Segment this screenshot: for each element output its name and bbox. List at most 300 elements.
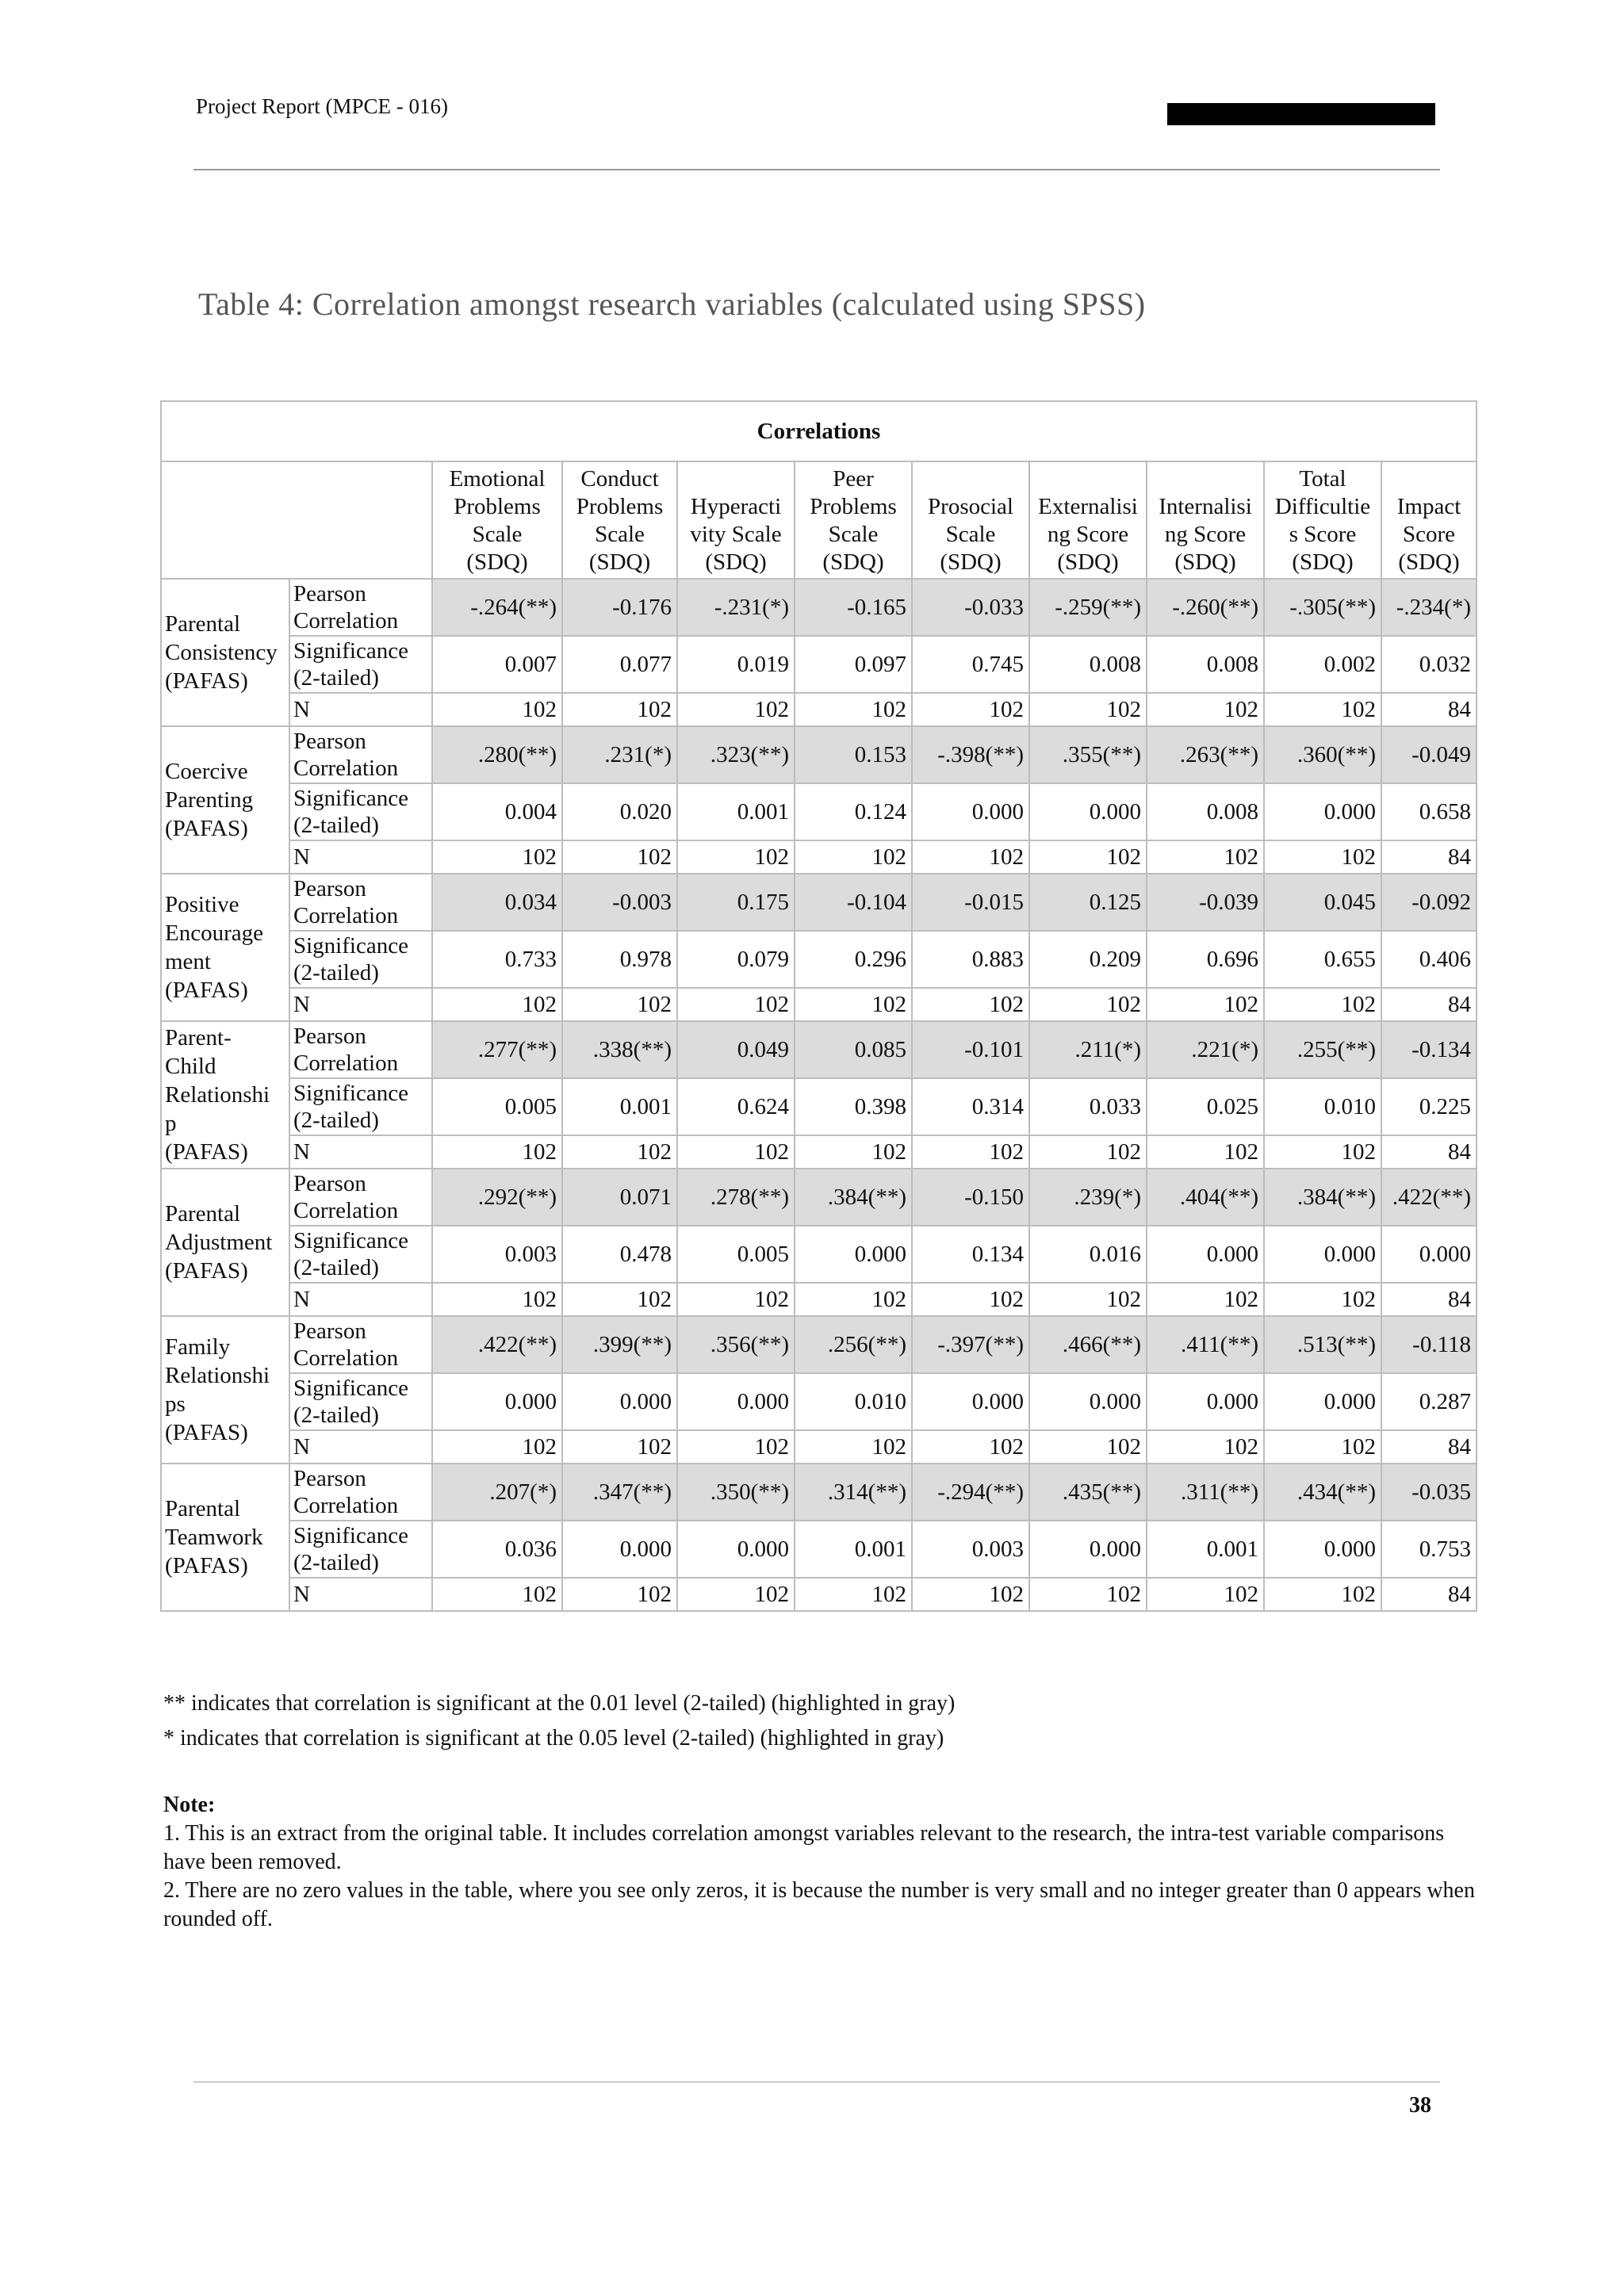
row-group-label-line: Positive: [165, 892, 239, 917]
statistic-label: [289, 1316, 432, 1373]
correlations-table: [160, 400, 1477, 1612]
table-cell: 0.032: [1381, 636, 1477, 693]
table-cell: 102: [1029, 840, 1147, 874]
column-header: [562, 461, 677, 579]
table-cell: 0.000: [1147, 1373, 1264, 1430]
statistic-label-line: Significance: [293, 1523, 408, 1548]
n-row: [161, 1135, 1477, 1169]
table-cell: 102: [1029, 1430, 1147, 1464]
table-cell: 102: [1264, 1135, 1381, 1169]
table-cell: .360(**): [1264, 726, 1381, 783]
column-header-line: Total: [1299, 466, 1346, 492]
table-cell: 0.001: [677, 783, 795, 840]
statistic-label-line: Significance: [293, 786, 408, 811]
statistic-label: [289, 840, 432, 874]
table-cell: 0.000: [1029, 1521, 1147, 1578]
column-header-line: ng Score: [1047, 522, 1129, 547]
table-cell: -.397(**): [912, 1316, 1029, 1373]
table-cell: 0.004: [432, 783, 562, 840]
table-cell: .350(**): [677, 1464, 795, 1521]
table-caption: Correlations: [161, 401, 1477, 461]
column-header-line: Difficultie: [1274, 494, 1371, 519]
row-group-label-line: Relationshi: [165, 1363, 270, 1388]
table-cell: 102: [432, 1430, 562, 1464]
table-cell: .255(**): [1264, 1021, 1381, 1078]
row-group-label: [161, 874, 289, 1021]
table-cell: -.294(**): [912, 1464, 1029, 1521]
table-cell: -0.033: [912, 579, 1029, 636]
statistic-label-line: Correlation: [293, 1050, 399, 1076]
table-cell: 102: [432, 1135, 562, 1169]
column-header-line: Scale: [945, 522, 996, 547]
table-cell: 0.000: [912, 1373, 1029, 1430]
statistic-label-line: Significance: [293, 1081, 408, 1106]
row-group-label-line: Parental: [165, 1496, 241, 1521]
row-group-label: [161, 726, 289, 874]
table-cell: 0.000: [1029, 783, 1147, 840]
significance-row: [161, 1521, 1477, 1578]
table-cell: 0.010: [1264, 1078, 1381, 1135]
table-cell: 0.000: [562, 1521, 677, 1578]
row-group-label-line: ps: [165, 1391, 186, 1417]
column-header-line: (SDQ): [1292, 549, 1354, 575]
significance-row: [161, 931, 1477, 988]
note-line-1: 1. This is an extract from the original table. It includes correlation amongst variables relevant to the research, the intra-test variable comparisons have been removed.: [163, 1821, 1445, 1874]
table-cell: 102: [795, 1430, 912, 1464]
row-group-label-line: Parenting: [165, 787, 254, 813]
statistic-label-line: N: [293, 1287, 310, 1312]
table-cell: 0.000: [1381, 1226, 1477, 1283]
table-cell: 102: [432, 1578, 562, 1611]
table-cell: 102: [562, 840, 677, 874]
table-cell: 0.624: [677, 1078, 795, 1135]
column-header: [912, 461, 1029, 579]
table-cell: 102: [912, 1578, 1029, 1611]
table-cell: 102: [1147, 1430, 1264, 1464]
table-cell: 102: [677, 1430, 795, 1464]
header-project-label: Project Report (MPCE - 016): [196, 94, 448, 118]
table-cell: 102: [562, 1430, 677, 1464]
column-header: [432, 461, 562, 579]
n-row: [161, 840, 1477, 874]
table-cell: .404(**): [1147, 1169, 1264, 1226]
statistic-label: [289, 1226, 432, 1283]
table-cell: 84: [1381, 1578, 1477, 1611]
table-cell: 0.079: [677, 931, 795, 988]
statistic-label-line: (2-tailed): [293, 813, 379, 838]
column-header-line: Scale: [828, 522, 879, 547]
pearson-row: [161, 726, 1477, 783]
table-cell: 102: [1147, 1283, 1264, 1316]
table-cell: 102: [912, 693, 1029, 726]
table-cell: 0.000: [677, 1373, 795, 1430]
table-cell: .338(**): [562, 1021, 677, 1078]
table-cell: 0.071: [562, 1169, 677, 1226]
row-group-label-line: Adjustment: [165, 1230, 273, 1255]
table-cell: 0.000: [562, 1373, 677, 1430]
table-cell: .207(*): [432, 1464, 562, 1521]
table-cell: 0.025: [1147, 1078, 1264, 1135]
table-cell: 0.033: [1029, 1078, 1147, 1135]
row-group-label-line: Coercive: [165, 759, 248, 784]
table-cell: -0.003: [562, 874, 677, 931]
column-header-line: Impact: [1396, 494, 1461, 519]
table-cell: 102: [432, 840, 562, 874]
table-cell: -0.101: [912, 1021, 1029, 1078]
table-cell: 0.008: [1147, 636, 1264, 693]
table-cell: 102: [795, 1283, 912, 1316]
table-cell: .384(**): [1264, 1169, 1381, 1226]
pearson-row: [161, 1464, 1477, 1521]
statistic-label-line: Correlation: [293, 1493, 399, 1518]
statistic-label: [289, 931, 432, 988]
table-cell: 0.398: [795, 1078, 912, 1135]
statistic-label-line: (2-tailed): [293, 1402, 379, 1428]
statistic-label-line: Pearson: [293, 1024, 366, 1049]
column-header-line: (SDQ): [1398, 549, 1460, 575]
row-group-label: [161, 1316, 289, 1464]
table-cell: 102: [1264, 1430, 1381, 1464]
table-cell: 102: [912, 1430, 1029, 1464]
table-cell: 102: [432, 693, 562, 726]
n-row: [161, 693, 1477, 726]
significance-row: [161, 636, 1477, 693]
table-cell: 102: [1029, 693, 1147, 726]
table-cell: 102: [562, 1578, 677, 1611]
table-cell: 102: [1147, 1135, 1264, 1169]
column-header-line: vity Scale: [690, 522, 782, 547]
table-cell: 0.000: [1264, 1226, 1381, 1283]
row-group-label-line: (PAFAS): [165, 1258, 248, 1284]
statistic-label-line: Significance: [293, 1376, 408, 1401]
table-cell: 0.049: [677, 1021, 795, 1078]
table-cell: 0.696: [1147, 931, 1264, 988]
table-cell: 102: [912, 1135, 1029, 1169]
row-group-label-line: p: [165, 1111, 177, 1136]
table-cell: 0.125: [1029, 874, 1147, 931]
table-cell: 0.745: [912, 636, 1029, 693]
column-header-row: [161, 461, 1477, 579]
table-cell: .399(**): [562, 1316, 677, 1373]
statistic-label-line: (2-tailed): [293, 1108, 379, 1133]
table-cell: .277(**): [432, 1021, 562, 1078]
table-cell: 0.008: [1029, 636, 1147, 693]
table-cell: 0.001: [795, 1521, 912, 1578]
table-cell: -0.092: [1381, 874, 1477, 931]
table-cell: 0.000: [1029, 1373, 1147, 1430]
table-cell: 0.658: [1381, 783, 1477, 840]
table-cell: 84: [1381, 840, 1477, 874]
column-header-line: Internalisi: [1159, 494, 1252, 519]
table-cell: 102: [562, 1283, 677, 1316]
table-cell: 84: [1381, 988, 1477, 1021]
table-cell: 0.978: [562, 931, 677, 988]
table-cell: 102: [1264, 1283, 1381, 1316]
row-group-label-line: Relationshi: [165, 1082, 270, 1108]
table-cell: -0.035: [1381, 1464, 1477, 1521]
table-cell: -0.118: [1381, 1316, 1477, 1373]
table-cell: 0.000: [1264, 1521, 1381, 1578]
row-group-label: [161, 579, 289, 726]
footnotes: [163, 1686, 955, 1756]
table-cell: 0.085: [795, 1021, 912, 1078]
column-header: [1381, 461, 1477, 579]
column-header: [1029, 461, 1147, 579]
table-title: Table 4: Correlation amongst research variables (calculated using SPSS): [198, 286, 1146, 322]
table-cell: 102: [562, 693, 677, 726]
table-cell: 0.036: [432, 1521, 562, 1578]
table-cell: -0.039: [1147, 874, 1264, 931]
table-cell: 102: [1264, 840, 1381, 874]
statistic-label: [289, 783, 432, 840]
column-header-line: (SDQ): [466, 549, 528, 575]
statistic-label: [289, 1169, 432, 1226]
table-cell: 84: [1381, 1135, 1477, 1169]
table-cell: .278(**): [677, 1169, 795, 1226]
column-header: [1264, 461, 1381, 579]
row-group-label-line: Encourage: [165, 920, 263, 946]
table-cell: 0.020: [562, 783, 677, 840]
table-cell: -.398(**): [912, 726, 1029, 783]
statistic-label: [289, 1078, 432, 1135]
statistic-label: [289, 874, 432, 931]
table-cell: 102: [1264, 693, 1381, 726]
significance-row: [161, 1373, 1477, 1430]
table-cell: .422(**): [1381, 1169, 1477, 1226]
note-block: [163, 1791, 1480, 1934]
table-cell: 0.000: [1264, 783, 1381, 840]
column-header-line: s Score: [1289, 522, 1357, 547]
table-cell: 0.175: [677, 874, 795, 931]
row-group-label-line: Parental: [165, 1201, 241, 1226]
row-group-label-line: Consistency: [165, 640, 278, 665]
table-cell: 0.296: [795, 931, 912, 988]
table-cell: .311(**): [1147, 1464, 1264, 1521]
table-cell: 0.010: [795, 1373, 912, 1430]
table-cell: 0.883: [912, 931, 1029, 988]
table-cell: 102: [1264, 1578, 1381, 1611]
table-cell: 102: [912, 840, 1029, 874]
significance-row: [161, 1226, 1477, 1283]
table-cell: 0.000: [1147, 1226, 1264, 1283]
column-header-line: Problems: [454, 494, 541, 519]
n-row: [161, 1578, 1477, 1611]
n-row: [161, 1430, 1477, 1464]
statistic-label-line: Pearson: [293, 581, 366, 607]
table-cell: 0.000: [432, 1373, 562, 1430]
statistic-label-line: (2-tailed): [293, 1550, 379, 1575]
table-cell: 0.733: [432, 931, 562, 988]
table-cell: 102: [795, 840, 912, 874]
table-cell: -0.165: [795, 579, 912, 636]
table-cell: 0.225: [1381, 1078, 1477, 1135]
table-cell: -.231(*): [677, 579, 795, 636]
footnote-double-star: ** indicates that correlation is significant at the 0.01 level (2-tailed) (highlighted in gray): [163, 1691, 956, 1716]
table-cell: -0.015: [912, 874, 1029, 931]
statistic-label: [289, 988, 432, 1021]
row-group-label-line: (PAFAS): [165, 668, 248, 694]
table-cell: 102: [432, 988, 562, 1021]
table-cell: -.259(**): [1029, 579, 1147, 636]
redaction-bar: [1167, 103, 1435, 125]
table-cell: 0.045: [1264, 874, 1381, 931]
table-cell: .292(**): [432, 1169, 562, 1226]
statistic-label-line: (2-tailed): [293, 665, 379, 691]
statistic-label-line: Correlation: [293, 608, 399, 633]
significance-row: [161, 783, 1477, 840]
table-cell: 102: [912, 1283, 1029, 1316]
footnote-single-star: * indicates that correlation is significant at the 0.05 level (2-tailed) (highlighted in gray): [163, 1726, 944, 1751]
row-group-label-line: (PAFAS): [165, 1553, 248, 1578]
table-cell: 0.007: [432, 636, 562, 693]
table-cell: 102: [677, 1283, 795, 1316]
row-group-label: [161, 1464, 289, 1611]
row-group-label-line: (PAFAS): [165, 1139, 248, 1165]
table-cell: 0.478: [562, 1226, 677, 1283]
statistic-label-line: Correlation: [293, 1198, 399, 1223]
table-cell: 0.005: [432, 1078, 562, 1135]
statistic-label: [289, 1430, 432, 1464]
table-cell: 102: [677, 693, 795, 726]
page-number: 38: [1409, 2093, 1431, 2118]
table-cell: -0.150: [912, 1169, 1029, 1226]
table-cell: 0.153: [795, 726, 912, 783]
table-cell: -.234(*): [1381, 579, 1477, 636]
table-cell: 84: [1381, 1430, 1477, 1464]
statistic-label: [289, 1283, 432, 1316]
table-cell: 102: [677, 1135, 795, 1169]
note-line-2: 2. There are no zero values in the table, where you see only zeros, it is because the number is very small and no integer greater than 0 appears when rounded off.: [163, 1878, 1475, 1931]
corner-cell: [161, 461, 432, 579]
table-cell: 0.000: [795, 1226, 912, 1283]
table-cell: .221(*): [1147, 1021, 1264, 1078]
statistic-label-line: (2-tailed): [293, 960, 379, 985]
table-cell: .355(**): [1029, 726, 1147, 783]
pearson-row: [161, 1316, 1477, 1373]
statistic-label: [289, 1521, 432, 1578]
row-group-label-line: (PAFAS): [165, 978, 248, 1003]
row-group-label: [161, 1021, 289, 1169]
table-cell: 0.016: [1029, 1226, 1147, 1283]
correlations-table-wrapper: [160, 400, 1477, 1612]
table-cell: .434(**): [1264, 1464, 1381, 1521]
statistic-label-line: Correlation: [293, 903, 399, 928]
column-header-line: (SDQ): [1174, 549, 1236, 575]
row-group-label-line: Child: [165, 1054, 216, 1079]
column-header-line: (SDQ): [705, 549, 767, 575]
table-cell: 0.001: [562, 1078, 677, 1135]
statistic-label-line: N: [293, 1139, 310, 1165]
pearson-row: [161, 579, 1477, 636]
table-cell: 102: [795, 1135, 912, 1169]
table-cell: 0.003: [432, 1226, 562, 1283]
table-cell: 0.002: [1264, 636, 1381, 693]
column-header-line: Hyperacti: [690, 494, 782, 519]
column-header: [1147, 461, 1264, 579]
statistic-label-line: Significance: [293, 1228, 408, 1253]
statistic-label-line: Pearson: [293, 1318, 366, 1344]
column-header-line: Externalisi: [1038, 494, 1138, 519]
table-cell: 102: [562, 1135, 677, 1169]
table-cell: 102: [1147, 988, 1264, 1021]
column-header-line: (SDQ): [588, 549, 651, 575]
table-cell: 0.314: [912, 1078, 1029, 1135]
table-cell: 0.655: [1264, 931, 1381, 988]
table-cell: .411(**): [1147, 1316, 1264, 1373]
statistic-label: [289, 636, 432, 693]
table-cell: 102: [1264, 988, 1381, 1021]
table-cell: -0.104: [795, 874, 912, 931]
table-cell: 0.019: [677, 636, 795, 693]
table-cell: 102: [432, 1283, 562, 1316]
column-header-line: (SDQ): [822, 549, 884, 575]
table-cell: 102: [1029, 988, 1147, 1021]
statistic-label: [289, 1464, 432, 1521]
table-cell: -.260(**): [1147, 579, 1264, 636]
column-header-line: Scale: [595, 522, 645, 547]
table-cell: 84: [1381, 693, 1477, 726]
significance-row: [161, 1078, 1477, 1135]
table-cell: 0.077: [562, 636, 677, 693]
statistic-label-line: N: [293, 844, 310, 870]
statistic-label-line: Pearson: [293, 1171, 366, 1196]
statistic-label-line: Correlation: [293, 1345, 399, 1371]
table-cell: .211(*): [1029, 1021, 1147, 1078]
table-cell: .435(**): [1029, 1464, 1147, 1521]
table-cell: 102: [795, 988, 912, 1021]
table-cell: 0.034: [432, 874, 562, 931]
row-group-label-line: (PAFAS): [165, 816, 248, 841]
table-cell: .314(**): [795, 1464, 912, 1521]
table-cell: 0.124: [795, 783, 912, 840]
table-cell: .256(**): [795, 1316, 912, 1373]
statistic-label-line: Pearson: [293, 876, 366, 901]
table-cell: 0.005: [677, 1226, 795, 1283]
row-group-label-line: Parental: [165, 611, 241, 637]
statistic-label-line: Pearson: [293, 729, 366, 754]
table-cell: 0.001: [1147, 1521, 1264, 1578]
statistic-label: [289, 1578, 432, 1611]
table-cell: 102: [1029, 1283, 1147, 1316]
pearson-row: [161, 1169, 1477, 1226]
table-cell: 0.000: [677, 1521, 795, 1578]
statistic-label-line: Significance: [293, 933, 408, 959]
column-header-line: Score: [1402, 522, 1456, 547]
statistic-label-line: Correlation: [293, 756, 399, 781]
table-cell: -.305(**): [1264, 579, 1381, 636]
table-cell: 102: [1147, 840, 1264, 874]
n-row: [161, 988, 1477, 1021]
table-cell: 102: [912, 988, 1029, 1021]
table-body: [161, 579, 1477, 1611]
table-cell: .513(**): [1264, 1316, 1381, 1373]
column-header-line: ng Score: [1164, 522, 1247, 547]
statistic-label-line: (2-tailed): [293, 1255, 379, 1280]
table-cell: -0.176: [562, 579, 677, 636]
table-cell: .466(**): [1029, 1316, 1147, 1373]
statistic-label-line: N: [293, 1434, 310, 1460]
row-group-label: [161, 1169, 289, 1316]
statistic-label-line: N: [293, 1582, 310, 1607]
statistic-label: [289, 1135, 432, 1169]
table-cell: 102: [562, 988, 677, 1021]
column-header-line: Problems: [576, 494, 664, 519]
column-header: [795, 461, 912, 579]
table-cell: 0.097: [795, 636, 912, 693]
row-group-label-line: Parent-: [165, 1025, 232, 1050]
row-group-label-line: ment: [165, 949, 211, 974]
table-cell: 0.134: [912, 1226, 1029, 1283]
